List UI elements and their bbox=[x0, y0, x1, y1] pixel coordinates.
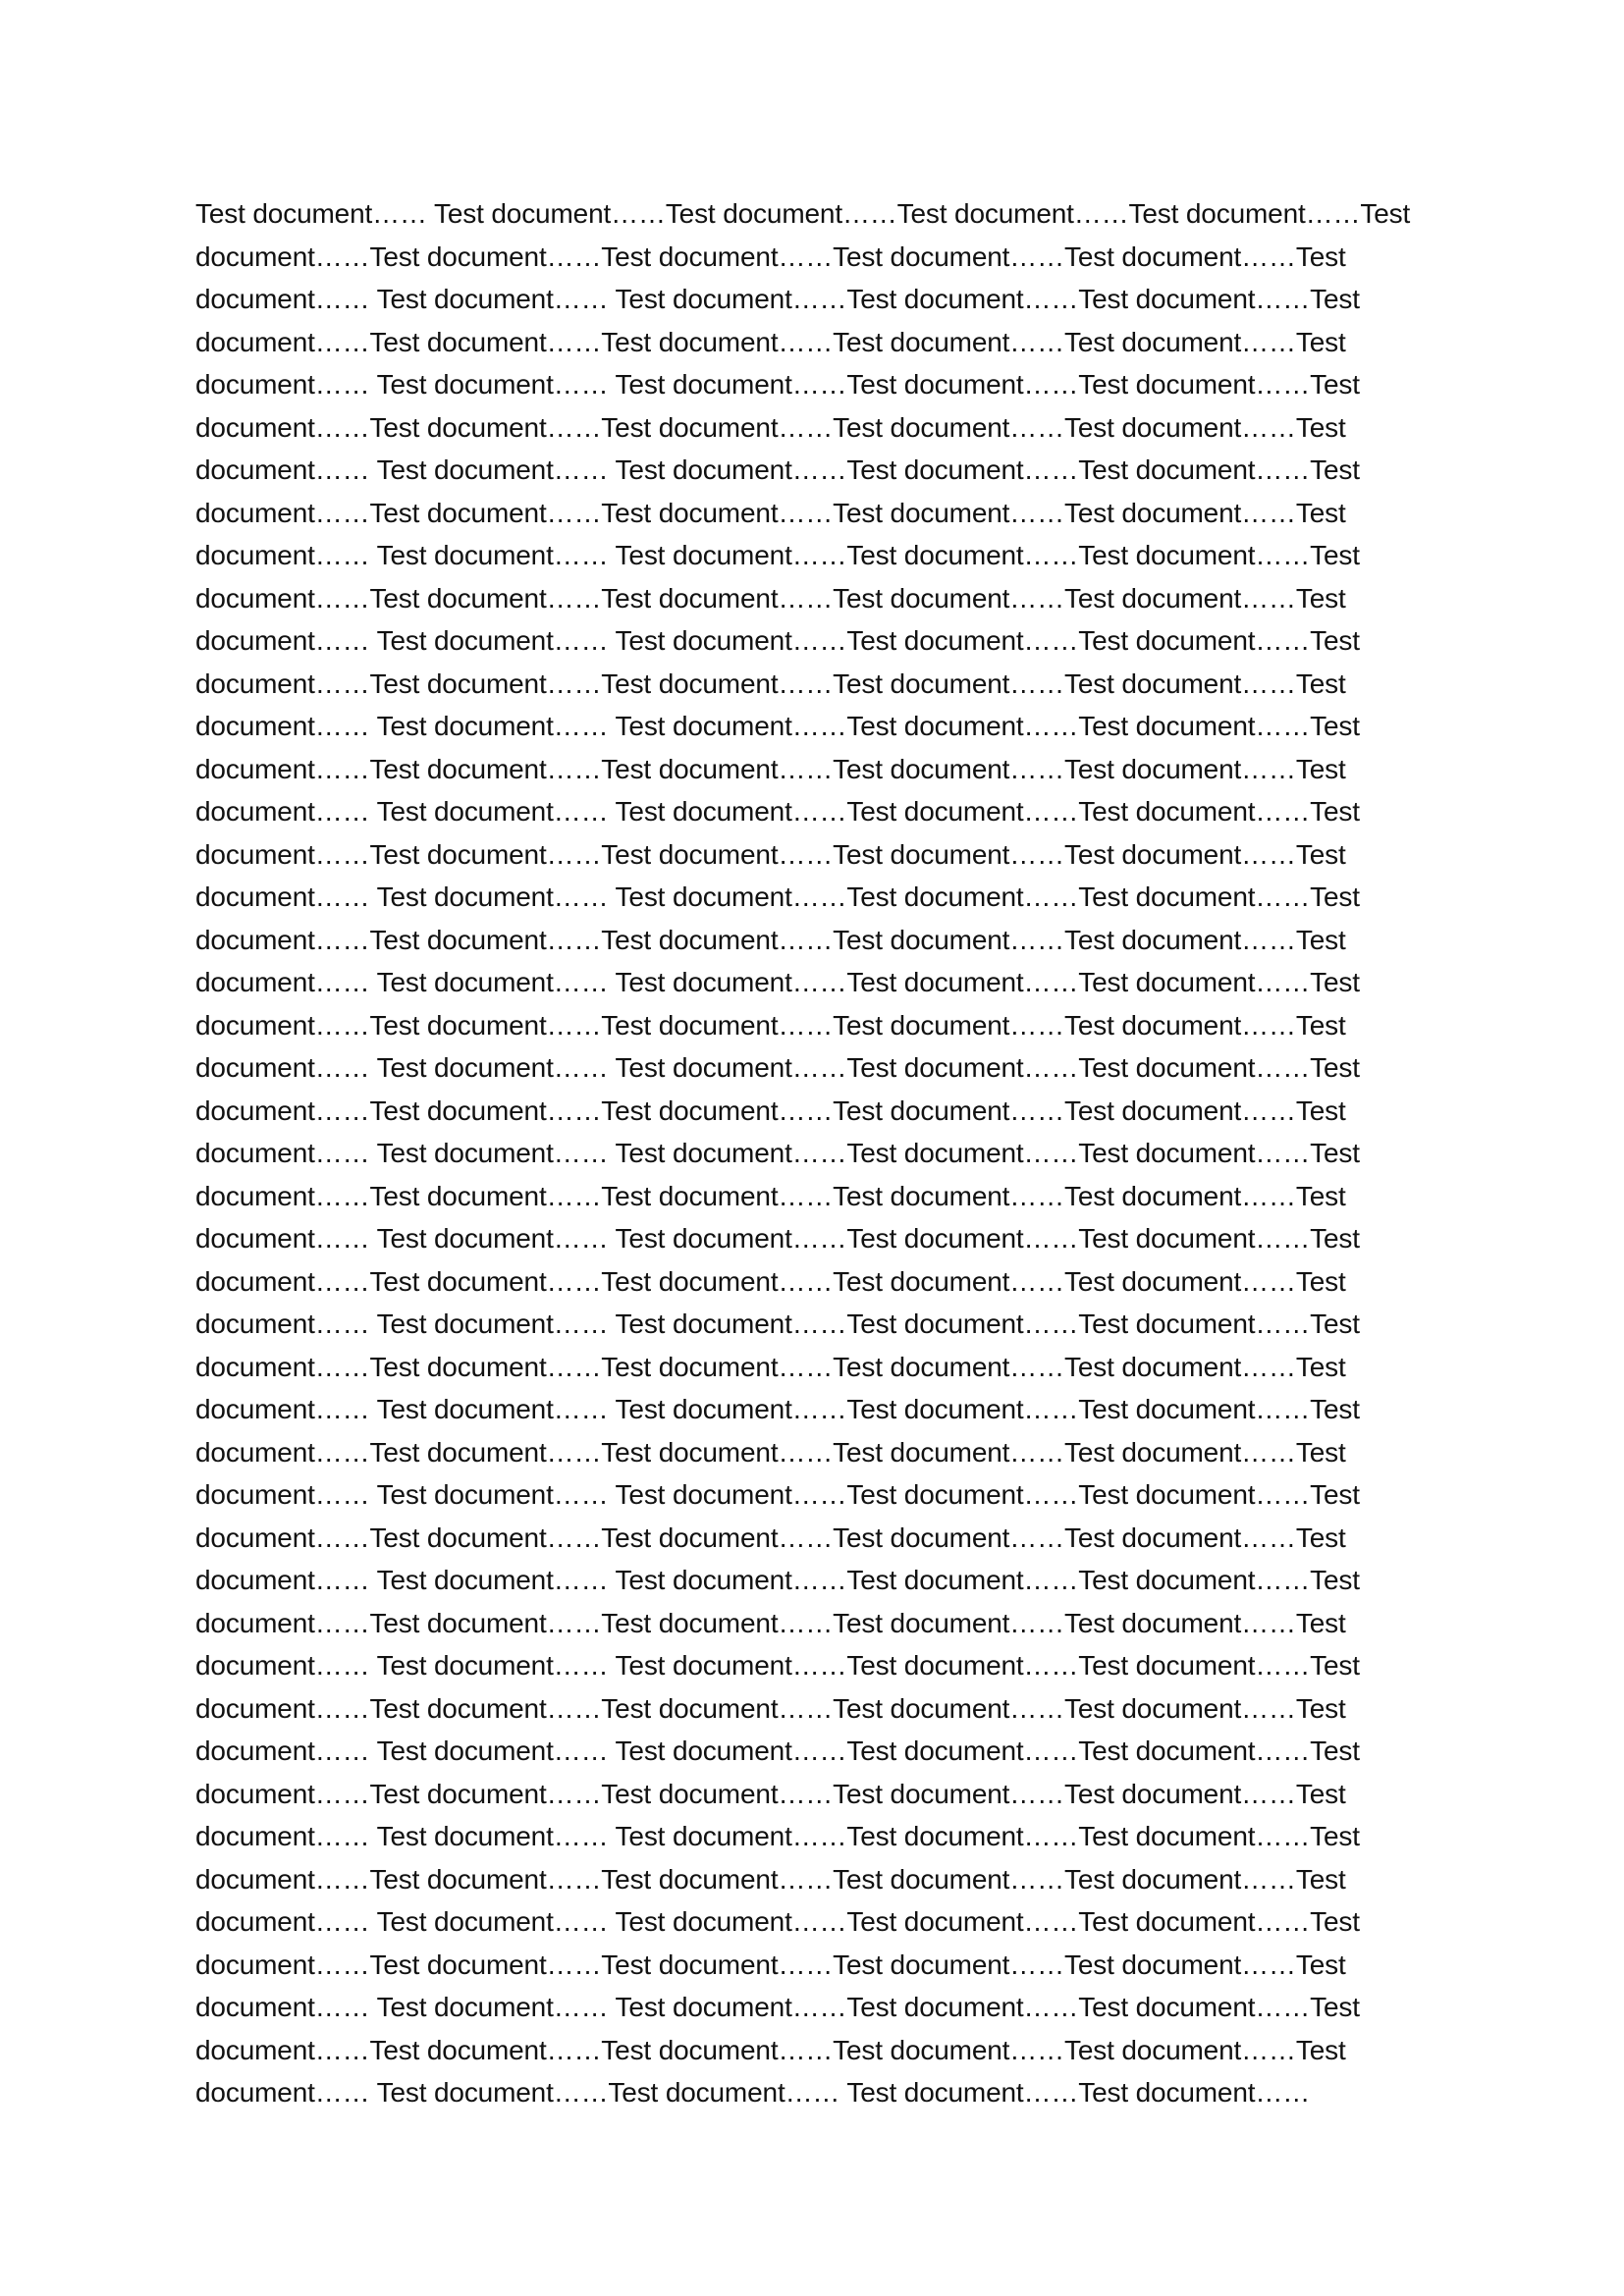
document-text-line: document……Test document……Test document……Test document……Test document……Test bbox=[195, 240, 1346, 272]
document-text-line: document…… Test document…… Test document……Test document……Test document……Test bbox=[195, 1992, 1360, 2022]
document-text-line: document……Test document……Test document……Test document……Test document……Test bbox=[195, 753, 1346, 784]
document-text-line: document……Test document……Test document……Test document……Test document……Test bbox=[195, 1607, 1346, 1638]
document-text-line: document…… Test document…… Test document……Test document……Test document……Test bbox=[195, 1650, 1360, 1681]
document-text-line: document……Test document……Test document……Test document……Test document……Test bbox=[195, 1778, 1346, 1809]
document-text-line: document…… Test document…… Test document……Test document……Test document……Test bbox=[195, 1052, 1360, 1083]
document-text-line: document……Test document……Test document……Test document……Test document……Test bbox=[195, 1009, 1346, 1041]
document-text-line: document…… Test document…… Test document……Test document……Test document……Test bbox=[195, 1479, 1360, 1510]
document-text-line: document……Test document……Test document……Test document……Test document……Test bbox=[195, 1180, 1346, 1211]
document-text-line: document…… Test document…… Test document……Test document……Test document……Test bbox=[195, 1223, 1360, 1254]
document-text-line: document……Test document……Test document……Test document……Test document……Test bbox=[195, 1351, 1346, 1382]
document-text-line: document……Test document……Test document……Test document……Test document……Test bbox=[195, 1095, 1346, 1126]
document-text-line: document…… Test document…… Test document……Test document……Test document……Test bbox=[195, 1394, 1360, 1424]
document-text-line: document…… Test document…… Test document……Test document……Test document……Test bbox=[195, 454, 1360, 485]
document-text-line: document……Test document……Test document……Test document……Test document……Test bbox=[195, 582, 1346, 614]
document-text-line: document…… Test document…… Test document……Test document……Test document……Test bbox=[195, 881, 1360, 912]
document-text-line: document……Test document……Test document……Test document……Test document……Test bbox=[195, 326, 1346, 357]
document-text-line: document…… Test document…… Test document……Test document……Test document……Test bbox=[195, 369, 1360, 400]
document-text-line: document……Test document……Test document……Test document……Test document……Test bbox=[195, 667, 1346, 699]
document-text-line: document…… Test document…… Test document……Test document……Test document……Test bbox=[195, 711, 1360, 741]
document-text-line: Test document…… Test document……Test document……Test document……Test document……Test bbox=[195, 198, 1411, 229]
document-text-line: document…… Test document…… Test document……Test document……Test document……Test bbox=[195, 284, 1360, 314]
document-text-line: document…… Test document…… Test document……Test document……Test document……Test bbox=[195, 1138, 1360, 1168]
document-text-line: document……Test document……Test document……Test document……Test document……Test bbox=[195, 1863, 1346, 1895]
document-text-line: document…… Test document…… Test document……Test document……Test document……Test bbox=[195, 796, 1360, 827]
document-text-line: document…… Test document…… Test document……Test document……Test document……Test bbox=[195, 1735, 1360, 1766]
document-text-line: document……Test document……Test document……Test document……Test document……Test bbox=[195, 1265, 1346, 1297]
document-text-line: document……Test document……Test document……Test document……Test document……Test bbox=[195, 411, 1346, 443]
document-body bbox=[195, 192, 1433, 2114]
document-text-line: document……Test document……Test document……Test document……Test document……Test bbox=[195, 1522, 1346, 1553]
document-text-line: document…… Test document……Test document…… Test document……Test document…… bbox=[195, 2077, 1311, 2108]
document-text-line: document…… Test document…… Test document……Test document……Test document……Test bbox=[195, 967, 1360, 997]
document-text-line: document……Test document……Test document……Test document……Test document……Test bbox=[195, 924, 1346, 955]
document-text-line: document……Test document……Test document……Test document……Test document……Test bbox=[195, 1692, 1346, 1724]
document-text-line: document…… Test document…… Test document……Test document……Test document……Test bbox=[195, 1821, 1360, 1851]
document-text-line: document…… Test document…… Test document……Test document……Test document……Test bbox=[195, 540, 1360, 570]
document-text-line: document……Test document……Test document……Test document……Test document……Test bbox=[195, 2034, 1346, 2065]
document-text-line: document……Test document……Test document……Test document……Test document……Test bbox=[195, 1949, 1346, 1980]
document-text-line: document…… Test document…… Test document……Test document……Test document……Test bbox=[195, 1308, 1360, 1339]
document-text-line: document……Test document……Test document……Test document……Test document……Test bbox=[195, 497, 1346, 528]
document-text-line: document……Test document……Test document……Test document……Test document……Test bbox=[195, 1436, 1346, 1468]
document-text-line: document……Test document……Test document……Test document……Test document……Test bbox=[195, 838, 1346, 870]
document-text-line: document…… Test document…… Test document……Test document……Test document……Test bbox=[195, 1565, 1360, 1595]
document-text-line: document…… Test document…… Test document……Test document……Test document……Test bbox=[195, 1906, 1360, 1937]
document-text-line: document…… Test document…… Test document……Test document……Test document……Test bbox=[195, 625, 1360, 656]
